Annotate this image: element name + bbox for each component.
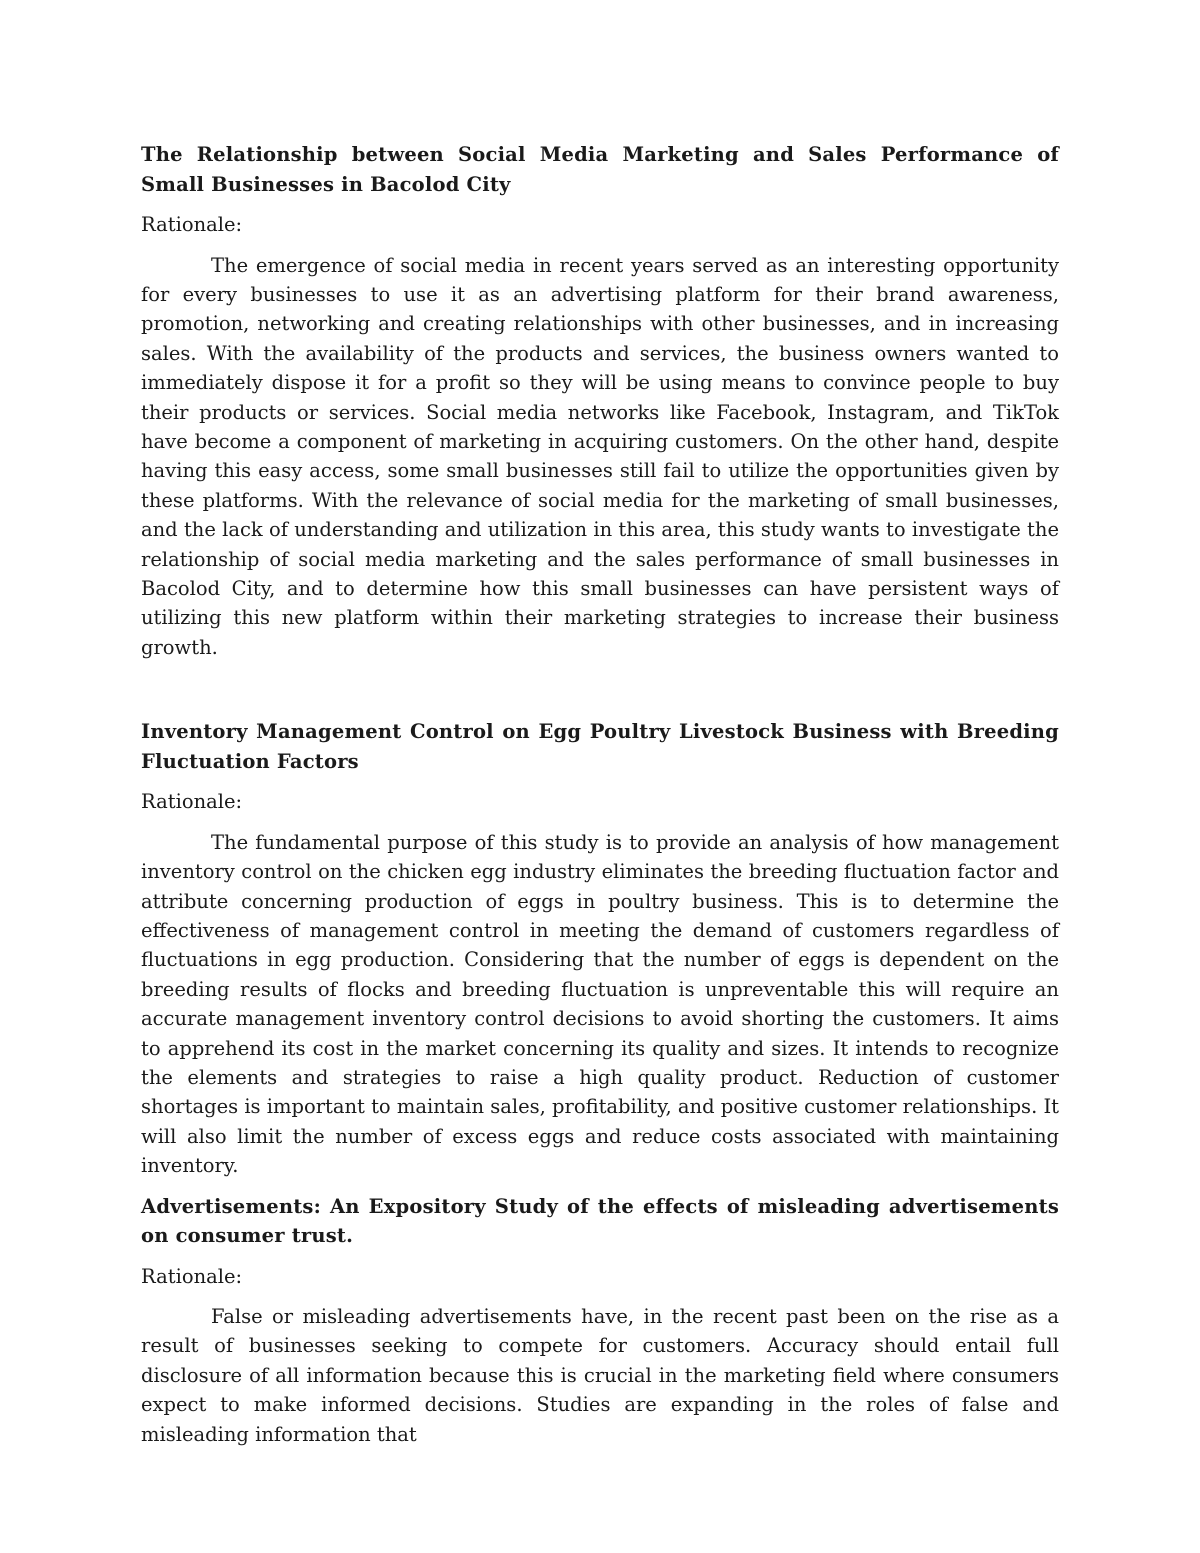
section-inventory-management	[141, 717, 1059, 1180]
rationale-label: Rationale:	[141, 1264, 243, 1288]
rationale-paragraph: False or misleading advertisements have, in the recent past been on the rise as a result of businesses seeking to compete for customers. Accuracy should entail full disclosure of all information because this is crucial in the marketing field where consumers expect to make informed decisions. Studies are expanding in the roles of false and misleading information that	[141, 1305, 1059, 1446]
document-page	[141, 140, 1059, 1449]
section-title: The Relationship between Social Media Marketing and Sales Performance of Small Businesses in Bacolod City	[141, 143, 1059, 196]
rationale-label: Rationale:	[141, 213, 243, 236]
section-title: Advertisements: An Expository Study of the effects of misleading advertisements on consumer trust.	[141, 1194, 1059, 1248]
rationale-paragraph: The fundamental purpose of this study is to provide an analysis of how management inventory control on the chicken egg industry eliminates the breeding fluctuation factor and attribute concerning production of eggs in poultry business. This is to determine the effectiveness of management control in meeting the demand of customers regardless of fluctuations in egg production. Considering that the number of eggs is dependent on the breeding results of flocks and breeding fluctuation is unpreventable this will require an accurate management inventory control decisions to avoid shorting the customers. It aims to apprehend its cost in the market concerning its quality and sizes. It intends to recognize the elements and strategies to raise a high quality product. Reduction of customer shortages is important to maintain sales, profitability, and positive customer relationships. It will also limit the number of excess eggs and reduce costs associated with maintaining inventory.	[141, 830, 1060, 1178]
rationale-label: Rationale:	[141, 790, 243, 814]
rationale-paragraph: The emergence of social media in recent years served as an interesting opportunity for every businesses to use it as an advertising platform for their brand awareness, promotion, networking and creating relationships with other businesses, and in increasing sales. With the availability of the products and services, the business owners wanted to immediately dispose it for a profit so they will be using means to convince people to buy their products or services. Social media networks like Facebook, Instagram, and TikTok have become a component of marketing in acquiring customers. On the other hand, despite having this easy access, some small businesses still fail to utilize the opportunities given by these platforms. With the relevance of social media for the marketing of small businesses, and the lack of understanding and utilization in this area, this study wants to investigate the relationship of social media marketing and the sales performance of small businesses in Bacolod City, and to determine how this small businesses can have persistent ways of utilizing this new platform within their marketing strategies to increase their business growth.	[141, 253, 1059, 659]
section-misleading-advertisements	[141, 1192, 1059, 1450]
section-social-media-marketing	[141, 140, 1059, 662]
section-title: Inventory Management Control on Egg Poultry Livestock Business with Breeding Fluctuation Factors	[141, 720, 1059, 773]
